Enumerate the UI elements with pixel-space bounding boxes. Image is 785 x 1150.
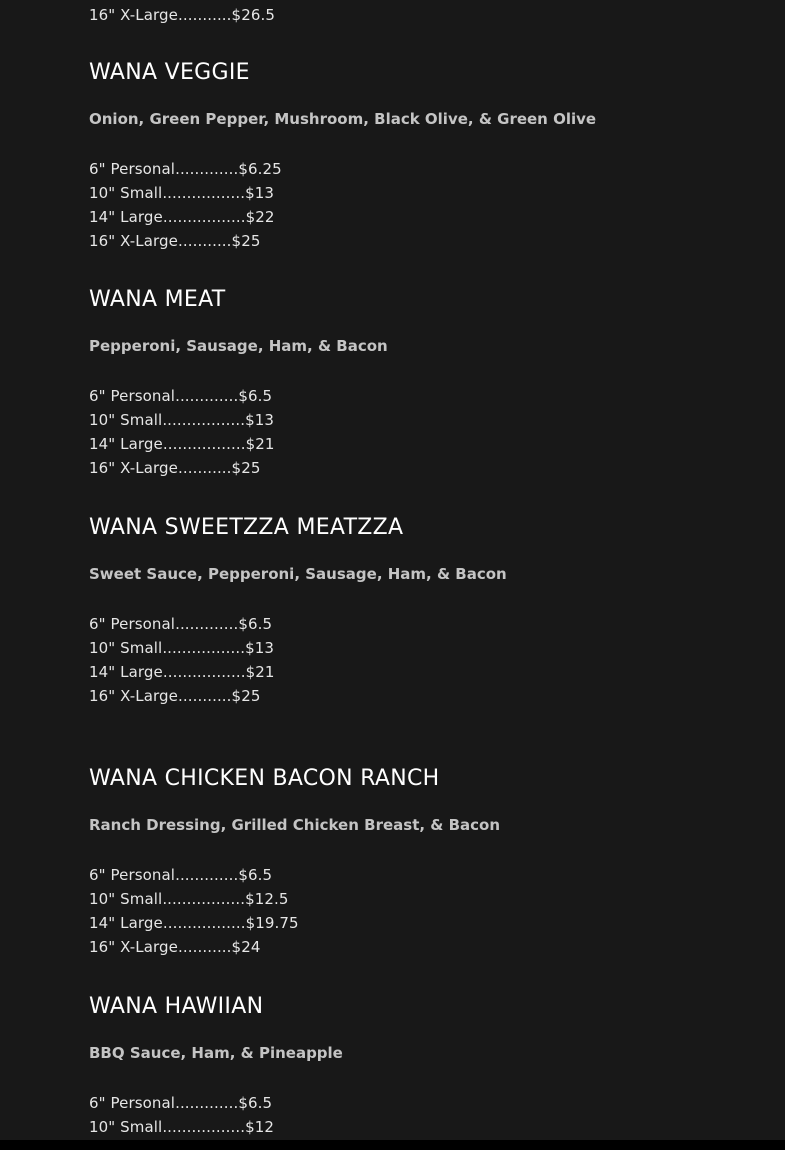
bottom-bar <box>0 1140 785 1150</box>
price-line: 16" X-Large...........$25 <box>89 687 261 705</box>
price-list <box>89 384 275 480</box>
section-title: WANA HAWIIAN <box>89 994 264 1019</box>
price-list <box>89 157 282 253</box>
price-line: 10" Small.................$12.5 <box>89 890 289 908</box>
price-line: 6" Personal.............$6.5 <box>89 1094 273 1112</box>
price-list <box>89 612 275 708</box>
price-line: 6" Personal.............$6.5 <box>89 615 273 633</box>
price-line: 6" Personal.............$6.5 <box>89 866 273 884</box>
price-line: 14" Large.................$21 <box>89 435 275 453</box>
section-description: Onion, Green Pepper, Mushroom, Black Olive, & Green Olive <box>89 110 597 128</box>
section-title: WANA SWEETZZA MEATZZA <box>89 515 404 540</box>
section-description: BBQ Sauce, Ham, & Pineapple <box>89 1044 343 1062</box>
section-title: WANA MEAT <box>89 287 226 312</box>
price-line: 14" Large.................$19.75 <box>89 914 299 932</box>
section-description: Sweet Sauce, Pepperoni, Sausage, Ham, & Bacon <box>89 565 507 583</box>
price-line: 14" Large.................$22 <box>89 208 275 226</box>
section-description: Pepperoni, Sausage, Ham, & Bacon <box>89 337 388 355</box>
price-line-partial: 16" X-Large...........$26.5 <box>89 6 275 24</box>
price-line: 16" X-Large...........$25 <box>89 459 261 477</box>
price-line: 16" X-Large...........$25 <box>89 232 261 250</box>
price-line: 10" Small.................$13 <box>89 184 275 202</box>
price-line: 16" X-Large...........$24 <box>89 938 261 956</box>
price-line: 10" Small.................$12 <box>89 1118 275 1136</box>
price-line: 6" Personal.............$6.25 <box>89 160 282 178</box>
section-title: WANA CHICKEN BACON RANCH <box>89 766 440 791</box>
price-line: 10" Small.................$13 <box>89 411 275 429</box>
price-list <box>89 1091 274 1139</box>
section-description: Ranch Dressing, Grilled Chicken Breast, & Bacon <box>89 816 501 834</box>
price-line: 6" Personal.............$6.5 <box>89 387 273 405</box>
price-line: 10" Small.................$13 <box>89 639 275 657</box>
section-title: WANA VEGGIE <box>89 60 250 85</box>
price-list <box>89 863 299 959</box>
price-line: 14" Large.................$21 <box>89 663 275 681</box>
